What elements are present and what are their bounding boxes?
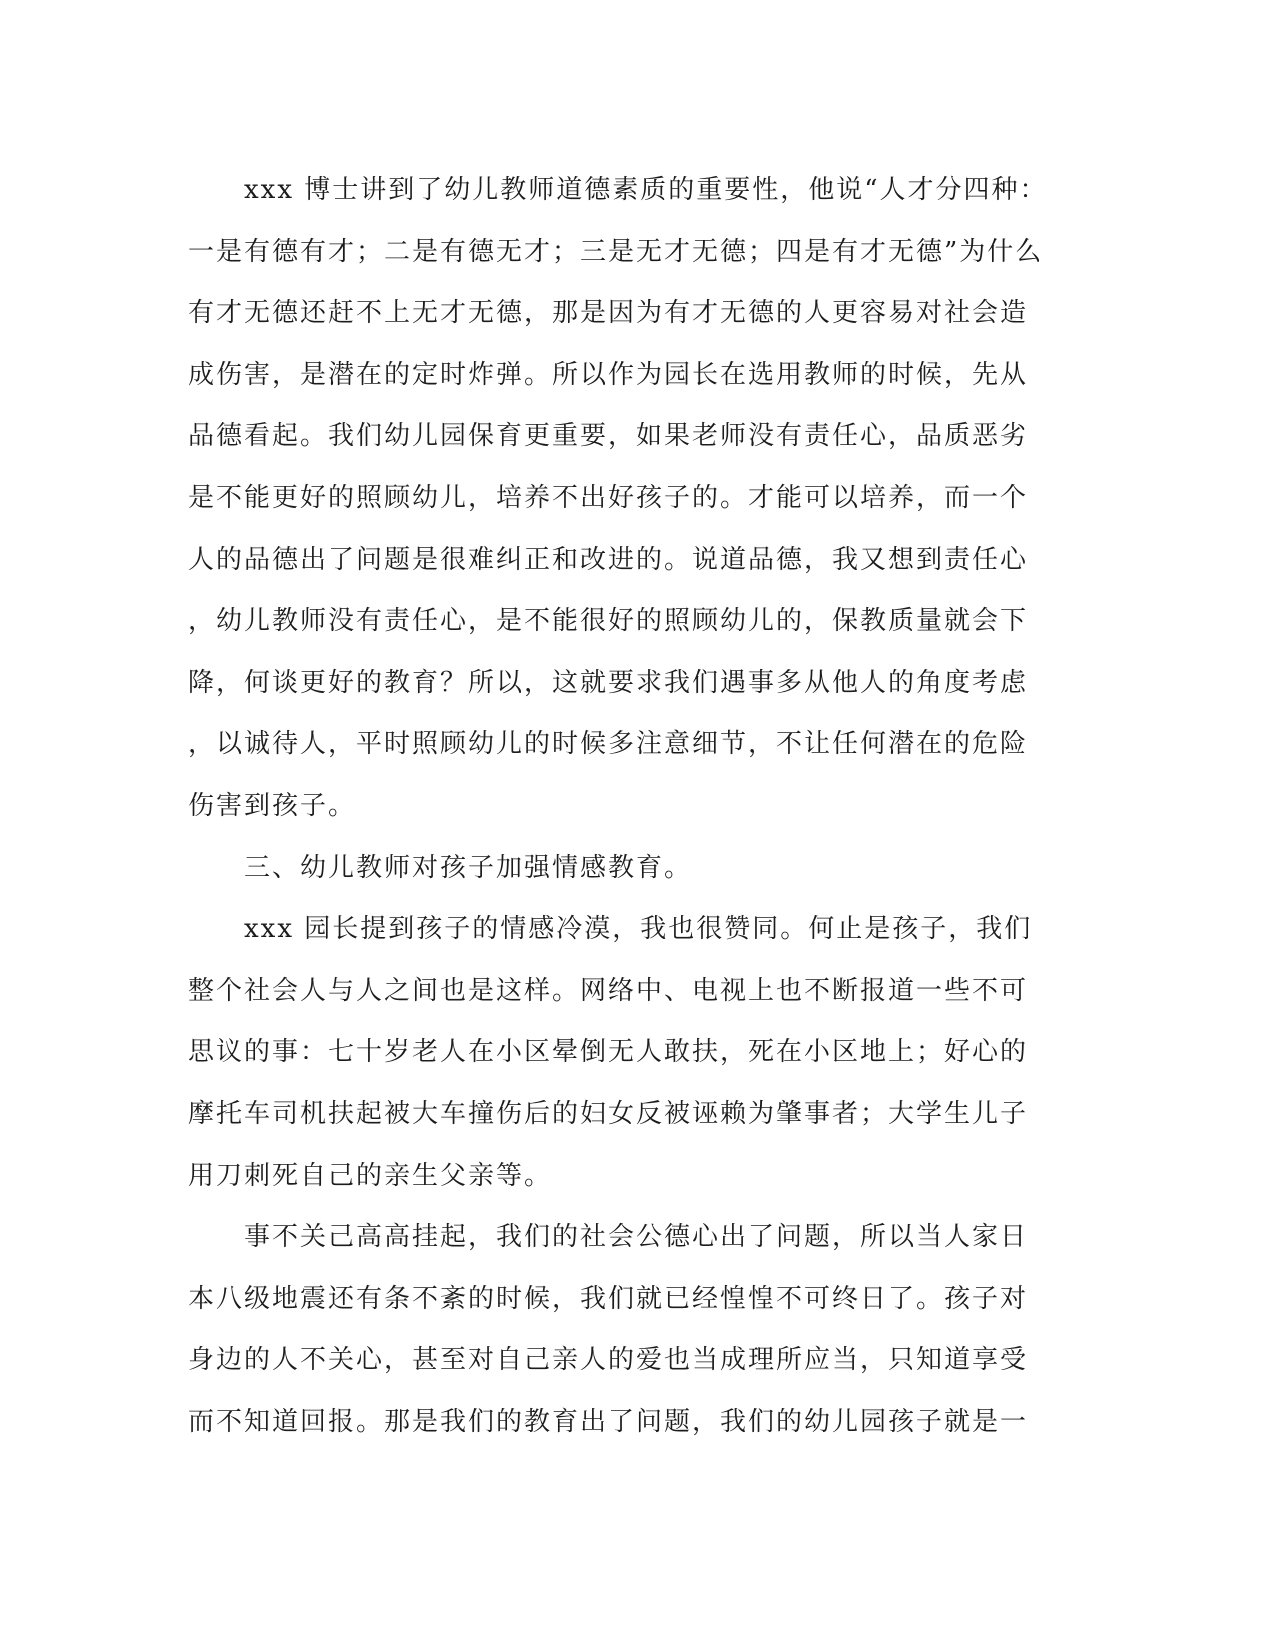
text-line: ，幼儿教师没有责任心，是不能很好的照顾幼儿的，保教质量就会下	[188, 606, 1029, 637]
section-heading: 三、幼儿教师对孩子加强情感教育。	[188, 852, 693, 883]
text-line: 事不关己高高挂起，我们的社会公德心出了问题，所以当人家日	[188, 1222, 1029, 1253]
text-line: 伤害到孩子。	[188, 790, 357, 821]
text-line: 成伤害，是潜在的定时炸弹。所以作为园长在选用教师的时候，先从	[188, 359, 1029, 390]
text-line: 有才无德还赶不上无才无德，那是因为有才无德的人更容易对社会造	[188, 298, 1029, 329]
text-line: 品德看起。我们幼儿园保育更重要，如果老师没有责任心，品质恶劣	[188, 421, 1029, 452]
text-line: 而不知道回报。那是我们的教育出了问题，我们的幼儿园孩子就是一	[188, 1406, 1029, 1437]
text-line: xxx 博士讲到了幼儿教师道德素质的重要性，他说“人才分四种：	[188, 175, 1048, 205]
text-line: 摩托车司机扶起被大车撞伤后的妇女反被诬赖为肇事者；大学生儿子	[188, 1098, 1029, 1129]
text-line: 人的品德出了问题是很难纠正和改进的。说道品德，我又想到责任心	[188, 544, 1029, 575]
text-line: 整个社会人与人之间也是这样。网络中、电视上也不断报道一些不可	[188, 975, 1029, 1006]
text-line: ，以诚待人，平时照顾幼儿的时候多注意细节，不让任何潜在的危险	[188, 729, 1029, 760]
text-line: 思议的事：七十岁老人在小区晕倒无人敢扶，死在小区地上；好心的	[188, 1037, 1029, 1068]
text-line: xxx 园长提到孩子的情感冷漠，我也很赞同。何止是孩子，我们	[188, 914, 1033, 945]
text-line: 身边的人不关心，甚至对自己亲人的爱也当成理所应当，只知道享受	[188, 1345, 1029, 1376]
text-line: 本八级地震还有条不紊的时候，我们就已经惶惶不可终日了。孩子对	[188, 1283, 1029, 1314]
text-line: 降，何谈更好的教育？所以，这就要求我们遇事多从他人的角度考虑	[188, 667, 1029, 698]
text-line: 一是有德有才；二是有德无才；三是无才无德；四是有才无德”为什么	[188, 236, 1044, 267]
text-line: 用刀刺死自己的亲生父亲等。	[188, 1160, 553, 1191]
text-line: 是不能更好的照顾幼儿，培养不出好孩子的。才能可以培养，而一个	[188, 482, 1029, 513]
body-text	[188, 160, 1083, 1453]
